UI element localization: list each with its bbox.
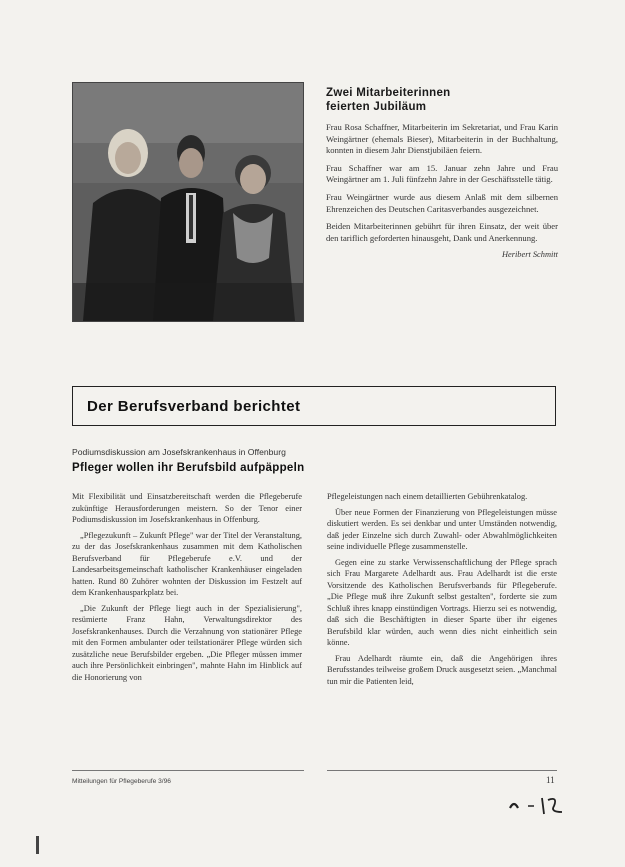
- jubilee-title-line2: feierten Jubiläum: [326, 101, 427, 113]
- article-headline: Pfleger wollen ihr Berufsbild aufpäppeln: [72, 462, 305, 474]
- jubilee-author: Heribert Schmitt: [501, 250, 558, 260]
- footer-divider: [327, 770, 557, 771]
- article-column-right: [327, 491, 557, 691]
- section-banner: [72, 386, 556, 426]
- footer-divider: [72, 770, 304, 771]
- jubilee-paragraph: Frau Weingärtner wurde aus diesem Anlaß mit dem silbernen Ehrenzeichen des Deutschen Caritasverbandes ausgezeichnet.: [326, 191, 558, 214]
- jubilee-paragraph: Frau Schaffner war am 15. Januar zehn Jahre und Frau Weingärtner am 1. Juli fünfzehn Jahre in der Geschäftsstelle tätig.: [326, 162, 558, 185]
- section-banner-title: Der Berufsverband berichtet: [87, 397, 301, 415]
- jubilee-title-line1: Zwei Mitarbeiterinnen: [326, 87, 451, 99]
- article-paragraph: „Pflegezukunft – Zukunft Pflege" war der Titel der Veranstaltung, zu der das Josefskrankenhaus zusammen mit dem Katholischen Berufsverband für Pflegeberufe e.V. und der Landesarbeitsgemeinschaft katholischer Krankenhäuser eingeladen hatten. Rund 80 Zuhörer wohnten der Diskussion im Festzelt auf dem Krankenhausparkplatz bei.: [72, 530, 302, 597]
- jubilee-title: [326, 86, 558, 114]
- article-paragraph: Gegen eine zu starke Verwissenschaftlichung der Pflege sprach sich Frau Margarete Adelhardt aus. Frau Adelhardt ist die erste Vorsitzende des Katholischen Berufsverbands für Pflegeberufe. „Die Pflege muß ihre Zukunft selbst gestalten", forderte sie zum Schluß ihres knapp einstündigen Vortrags. Hierzu sei es notwendig, daß sich die Beschäftigten in dieser Sparte über ihr eigenes Berufsbild klar würden, auch wenn dies nicht einheitlich sein könne.: [327, 557, 557, 647]
- jubilee-article: [326, 86, 558, 259]
- article-paragraph: Über neue Formen der Finanzierung von Pflegeleistungen müsse diskutiert werden. Es sei denkbar und unter Umständen notwendig, daß jeder Einzelne sich durch Zuwahl- oder Abwahlmöglichkeiten seine individuelle Pflege zusammenstelle.: [327, 507, 557, 551]
- page-number: 11: [546, 775, 555, 785]
- jubilee-photo: [72, 82, 304, 322]
- scan-mark: [36, 836, 39, 854]
- article-paragraph: Frau Adelhardt räumte ein, daß die Angehörigen ihres Berufsstandes teilweise großem Druck ausgesetzt seien. „Manchmal tun mir die Patienten leid,: [327, 653, 557, 686]
- article-paragraph: Mit Flexibilität und Einsatzbereitschaft werden die Pflegeberufe zukünftige Herausforderungen meistern. So der Tenor einer Podiumsdiskussion im Josefskrankenhaus in Offenburg.: [72, 492, 302, 524]
- article-kicker: Podiumsdiskussion am Josefskrankenhaus in Offenburg: [72, 447, 286, 457]
- footer-publication: Mitteilungen für Pflegeberufe 3/96: [72, 778, 171, 785]
- jubilee-paragraph: Frau Rosa Schaffner, Mitarbeiterin im Sekretariat, und Frau Karin Weingärtner (ehemals Bieser), Mitarbeiterin in der Buchhaltung, konnten in diesem Jahr Dienstjubiläen feiern.: [326, 122, 558, 156]
- article-paragraph: Pflegeleistungen nach einem detaillierten Gebührenkatalog.: [327, 492, 528, 501]
- article-paragraph: „Die Zukunft der Pflege liegt auch in der Spezialisierung", resümierte Franz Hahn, Verwaltungsdirektor des Josefskrankenhauses. Durch die Verzahnung von stationärer Pflege mit den Formen ambulanter oder teilstationärer Pflege würden sich zusätzliche neue Berufsbilder ergeben. „Die Pfleger müssen immer auch ihre Persönlichkeit einbringen", mahnte Hahn im Hinblick auf die Honorierung von: [72, 603, 302, 682]
- handwritten-mark-icon: [506, 790, 566, 818]
- jubilee-paragraph: Beiden Mitarbeiterinnen gebührt für ihren Einsatz, der weit über den tariflich geforderten hinausgeht, Dank und Anerkennung.: [326, 221, 558, 243]
- article-column-left: [72, 491, 302, 687]
